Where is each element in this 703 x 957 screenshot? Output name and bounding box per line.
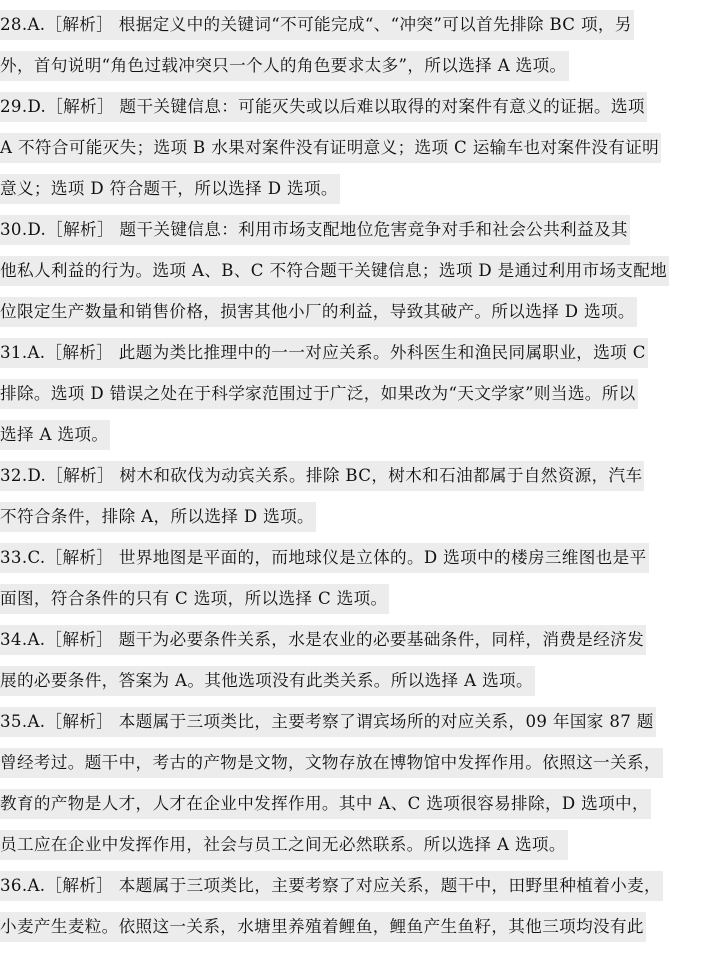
text-line-content: A 不符合可能灭失；选项 B 水果对案件没有证明意义；选项 C 运输车也对案件没有证明 xyxy=(0,133,661,163)
text-line xyxy=(0,906,703,947)
text-line-content: 排除。选项 D 错误之处在于科学家范围过于广泛，如果改为“天文学家”则当选。所以 xyxy=(0,379,638,409)
text-line-content: 小麦产生麦粒。依照这一关系，水塘里养殖着鲤鱼，鲤鱼产生鱼籽，其他三项均没有此 xyxy=(0,912,646,942)
text-line-content: 教育的产物是人才，人才在企业中发挥作用。其中 A、C 选项很容易排除，D 选项中， xyxy=(0,789,651,819)
text-line xyxy=(0,619,703,660)
text-line xyxy=(0,291,703,332)
text-line xyxy=(0,865,703,906)
text-line xyxy=(0,127,703,168)
text-line xyxy=(0,414,703,455)
text-line-content: 不符合条件，排除 A，所以选择 D 选项。 xyxy=(0,502,316,532)
text-line xyxy=(0,86,703,127)
text-line xyxy=(0,455,703,496)
text-line xyxy=(0,373,703,414)
text-line xyxy=(0,168,703,209)
text-line xyxy=(0,783,703,824)
text-line-content: 选择 A 选项。 xyxy=(0,420,110,450)
text-line xyxy=(0,496,703,537)
text-line xyxy=(0,578,703,619)
text-line xyxy=(0,824,703,865)
text-line-content: 意义；选项 D 符合题干，所以选择 D 选项。 xyxy=(0,174,340,204)
text-line-content: 29.D.［解析］ 题干关键信息：可能灭失或以后难以取得的对案件有意义的证据。选项 xyxy=(0,92,647,122)
text-line xyxy=(0,537,703,578)
text-line xyxy=(0,4,703,45)
text-line xyxy=(0,250,703,291)
text-line-content: 位限定生产数量和销售价格，损害其他小厂的利益，导致其破产。所以选择 D 选项。 xyxy=(0,297,637,327)
text-line-content: 外，首句说明“角色过载冲突只一个人的角色要求太多”，所以选择 A 选项。 xyxy=(0,51,569,81)
text-line xyxy=(0,209,703,250)
text-line-content: 36.A.［解析］ 本题属于三项类比，主要考察了对应关系，题干中，田野里种植着小麦， xyxy=(0,871,663,901)
text-line xyxy=(0,660,703,701)
text-line-content: 他私人利益的行为。选项 A、B、C 不符合题干关键信息；选项 D 是通过利用市场支配地 xyxy=(0,256,669,286)
text-line-content: 面图，符合条件的只有 C 选项，所以选择 C 选项。 xyxy=(0,584,389,614)
text-line-content: 员工应在企业中发挥作用，社会与员工之间无必然联系。所以选择 A 选项。 xyxy=(0,830,568,860)
text-line-content: 31.A.［解析］ 此题为类比推理中的一一对应关系。外科医生和渔民同属职业，选项 C xyxy=(0,338,648,368)
text-line-content: 33.C.［解析］ 世界地图是平面的，而地球仪是立体的。D 选项中的楼房三维图也是平 xyxy=(0,543,649,573)
text-line-content: 35.A.［解析］ 本题属于三项类比，主要考察了谓宾场所的对应关系，09 年国家 87 题 xyxy=(0,707,656,737)
text-line-content: 曾经考过。题干中，考古的产物是文物，文物存放在博物馆中发挥作用。依照这一关系， xyxy=(0,748,663,778)
text-line-content: 34.A.［解析］ 题干为必要条件关系，水是农业的必要基础条件，同样，消费是经济发 xyxy=(0,625,646,655)
text-line xyxy=(0,45,703,86)
text-line-content: 展的必要条件，答案为 A。其他选项没有此类关系。所以选择 A 选项。 xyxy=(0,666,535,696)
text-line xyxy=(0,701,703,742)
text-line xyxy=(0,742,703,783)
text-line xyxy=(0,332,703,373)
text-line-content: 32.D.［解析］ 树木和砍伐为动宾关系。排除 BC，树木和石油都属于自然资源，汽车 xyxy=(0,461,644,491)
text-line-content: 28.A.［解析］ 根据定义中的关键词“不可能完成“、“冲突”可以首先排除 BC 项，另 xyxy=(0,10,634,40)
text-line-content: 30.D.［解析］ 题干关键信息：利用市场支配地位危害竞争对手和社会公共利益及其 xyxy=(0,215,630,245)
